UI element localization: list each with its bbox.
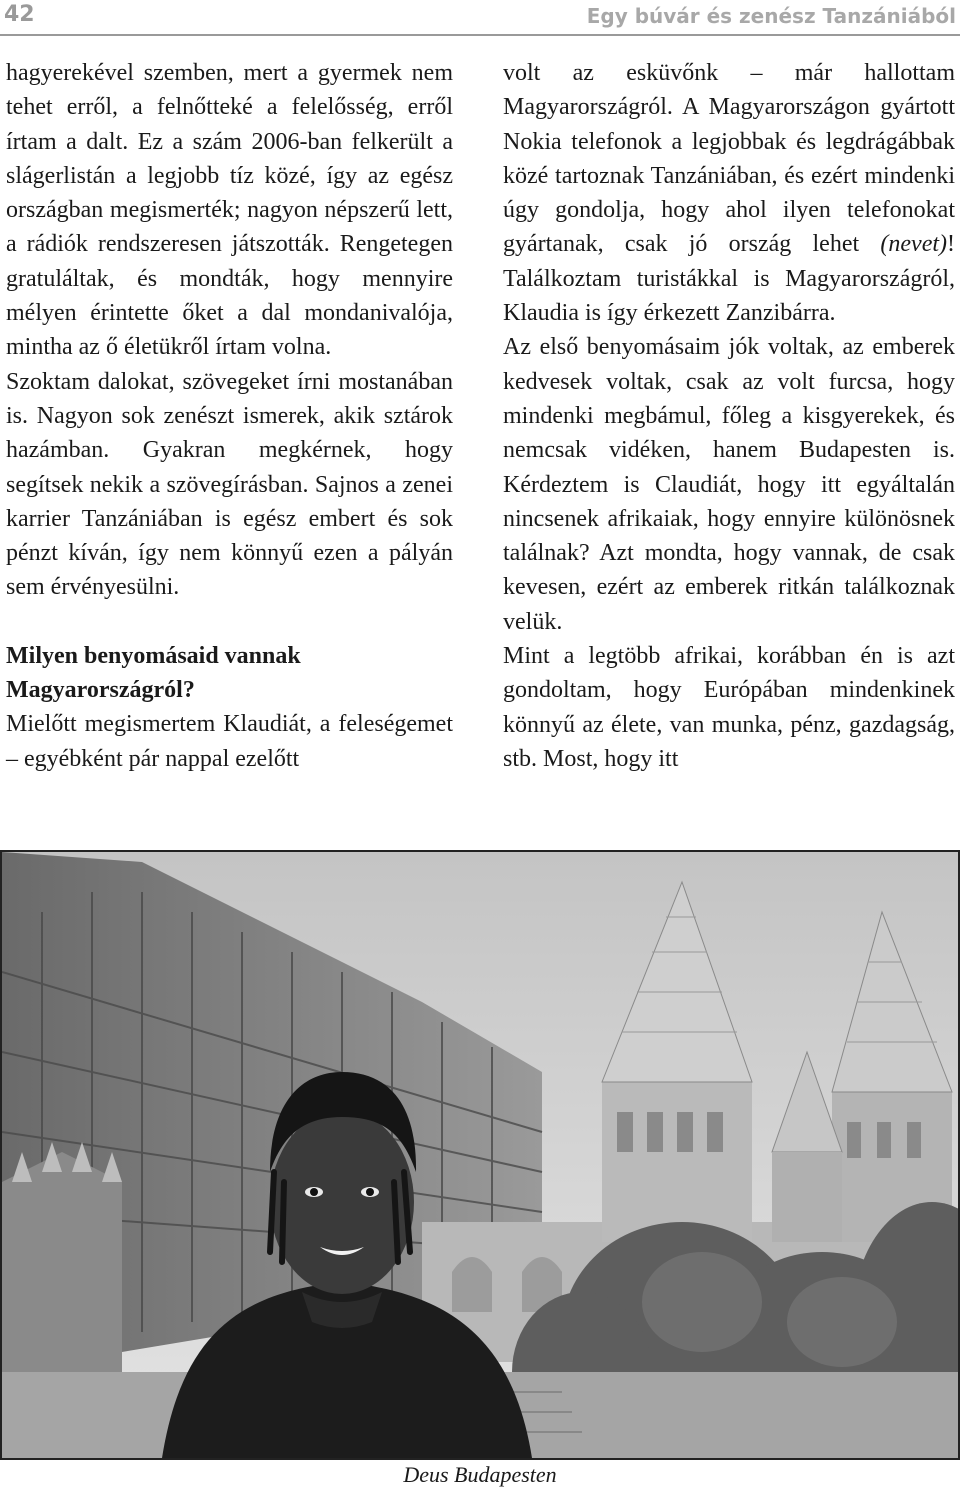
spacer [6,605,453,639]
right-paragraph-2: Az első benyomásaim jók voltak, az emberek kedvesek voltak, csak az volt furcsa, hogy mindenki megbámul, főleg a kisgyerekek, és nemcsak vidéken, hanem Budapesten is. Kérdeztem is Claudiát, hogy itt egyáltalán nincsenek afrikaiak, hogy ennyire különösnek találnak? Azt mondta, hogy vannak, de csak kevesen, ezért az emberek ritkán találkoznak velük. [503,334,955,635]
left-paragraph-1: hagyerekével szemben, mert a gyermek nem tehet erről, a felnőtteké a felelősség, erről írtam a dalt. Ez a szám 2006-ban felkerült a slágerlistán a legjobb tíz közé, így az egész országban megismerték; nagyon népszerű lett, a rádiók rendszeresen játszották. Rengetegen gratuláltak, és mondták, hogy mennyire mélyen érintette őket a dal mondanivalója, mintha az ő életükről írtam volna. [6,60,453,361]
left-paragraph-2: Szoktam dalokat, szövegeket írni mostanában is. Nagyon sok zenészt ismerek, akik sztárok hazámban. Gyakran megkérnek, hogy segítsek nekik a szövegírásban. Sajnos a zenei karrier Tanzániában is egész embert és sok pénzt kíván, így nem könnyű ezen a pályán sem érvényesülni. [6,368,453,601]
photo [0,850,960,1460]
left-column [6,56,453,776]
interview-question: Milyen benyomásaid vannak Magyarországról? [6,642,301,704]
right-paragraph-1-end: ! Találkoztam turistákkal is Magyarországról, Klaudia is így érkezett Zanzibárra. [503,231,955,327]
aside-laughs: (nevet) [880,231,947,258]
header-rule [0,34,960,36]
photo-illustration [2,852,958,1458]
right-column [503,56,955,776]
right-paragraph-1 [503,56,955,330]
running-title: Egy búvár és zenész Tanzániából [586,4,956,28]
right-paragraph-1-text: volt az esküvőnk – már hallottam Magyarországról. A Magyarországon gyártott Nokia telefonok a legjobbak és legdrágábbak közé tartoznak Tanzániában, és ezért mindenki úgy gondolja, hogy ahol ilyen telefonokat gyártanak, csak jó ország lehet [503,60,955,258]
page-header [0,0,960,34]
page-number: 42 [4,2,35,27]
left-paragraph-3: Mielőtt megismertem Klaudiát, a feleségemet – egyébként pár nappal ezelőtt [6,711,453,772]
right-paragraph-3: Mint a legtöbb afrikai, korábban én is azt gondoltam, hogy Európában mindenkinek könnyű az élete, van munka, pénz, gazdagság, stb. Most, hogy itt [503,643,955,772]
photo-caption: Deus Budapesten [403,1462,557,1487]
